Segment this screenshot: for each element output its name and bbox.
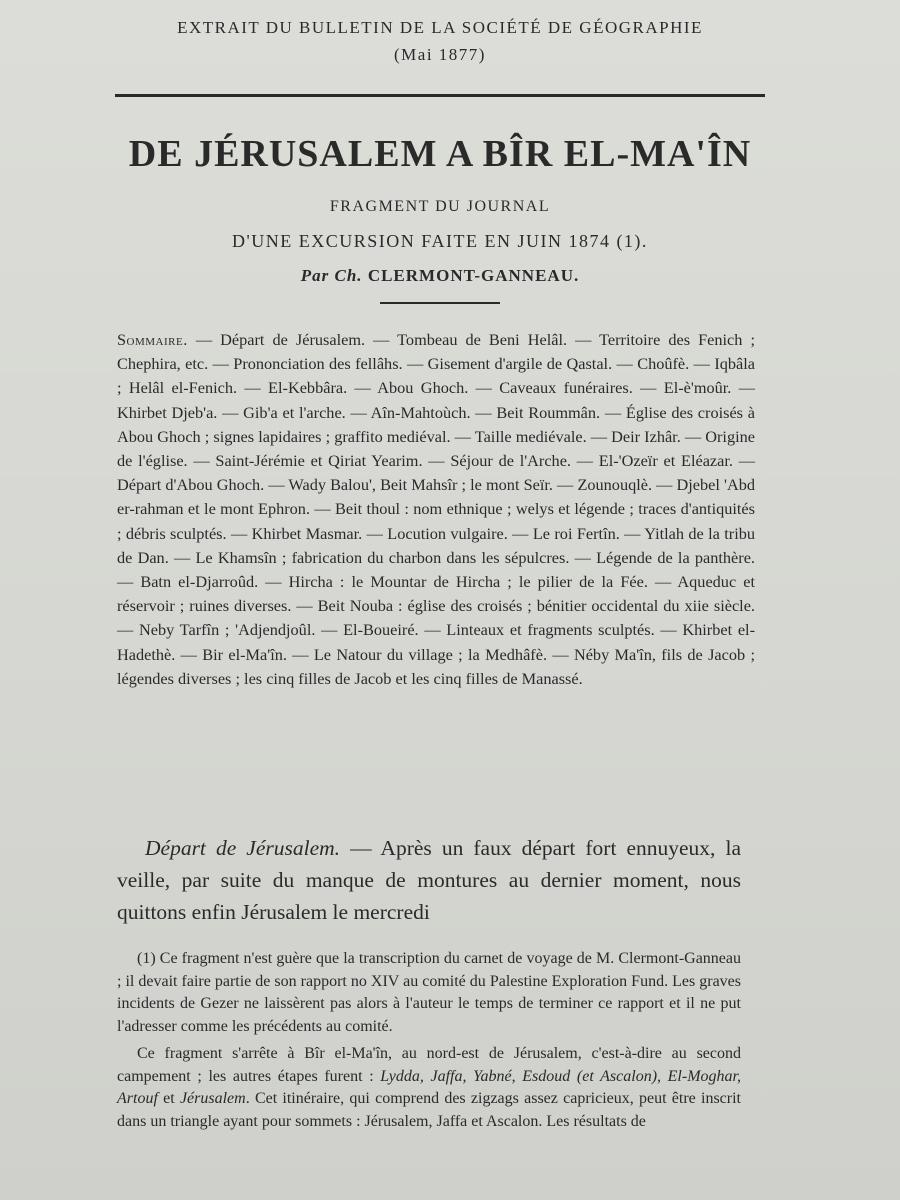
footnote-2-places: Lydda, Jaffa, Yabné, Esdoud (et Ascalon), El-Moghar, Artouf [117, 1067, 741, 1107]
summary-paragraph [117, 328, 755, 691]
summary-label: Sommaire. [117, 330, 188, 349]
journal-header-line1: EXTRAIT DU BULLETIN DE LA SOCIÉTÉ DE GÉOGRAPHIE [177, 18, 703, 37]
body-paragraph [117, 832, 741, 928]
footnote-1: (1) Ce fragment n'est guère que la transcription du carnet de voyage de M. Clermont-Ganneau ; il devait faire partie de son rapport no XIV au comité du Palestine Exploration Fund. Les graves incidents de Gezer ne laissèrent pas alors à l'auteur le temps de terminer ce rapport et il ne put l'adresser comme les précédents au comité. [117, 950, 741, 1035]
footnotes [117, 948, 741, 1138]
footnote-2-jerusalem: Jérusalem [179, 1090, 246, 1107]
footnote-2-part-a: Ce fragment s'arrête à Bîr el-Ma'în, au nord-est de Jérusalem, c'est-à-dire au second campement ; les autres étapes furent : [117, 1045, 741, 1085]
body-text: — Après un faux départ fort ennuyeux, la veille, par suite du manque de montures au dernier moment, nous quittons enfin Jérusalem le mercredi [117, 836, 741, 924]
footnote-2-et: et [157, 1090, 180, 1107]
journal-header [110, 14, 770, 68]
footnote-2 [117, 1043, 741, 1133]
byline [100, 266, 780, 286]
summary-text: — Départ de Jérusalem. — Tombeau de Beni Helâl. — Territoire des Fenich ; Chephira, etc. — Prononciation des fellâhs. — Gisement d'argile de Qastal. — Choûfè. — Iqbâla ; Helâl el-Fenich. — El-Kebbâra. — Abou Ghoch. — Caveaux funéraires. — El-è'moûr. — Khirbet Djeb'a. — Gib'a et l'arche. — Aîn-Mahtoùch. — Beit Roummân. — Église des croisés à Abou Ghoch ; signes lapidaires ; graffito mediéval. — Taille mediévale. — Deir Izhâr. — Origine de l'église. — Saint-Jérémie et Qiriat Yearim. — Séjour de l'Arche. — El-'Ozeïr et Eléazar. — Départ d'Abou Ghoch. — Wady Balou', Beit Mahsîr ; le mont Seïr. — Zounouqlè. — Djebel 'Abd er-rahman et le mont Ephron. — Beit thoul : nom ethnique ; welys et légende ; traces d'antiquités ; débris sculptés. — Khirbet Masmar. — Locution vulgaire. — Le roi Fertîn. — Yitlah de la tribu de Dan. — Le Khamsîn ; fabrication du charbon dans les sépulcres. — Légende de la panthère. — Batn el-Djarroûd. — Hircha : le Mountar de Hircha ; le pilier de la Fée. — Aqueduc et réservoir ; ruines diverses. — Beit Nouba : église des croisés ; bénitier occidental du xiie siècle. — Neby Tarfîn ; 'Adjendjoûl. — El-Boueiré. — Linteaux et fragments sculptés. — Khirbet el-Hadethè. — Bir el-Ma'în. — Le Natour du village ; la Medhâfè. — Néby Ma'în, fils de Jacob ; légendes diverses ; les cinq filles de Jacob et les cinq filles de Manassé. [117, 330, 755, 688]
byline-author: CLERMONT-GANNEAU. [367, 266, 580, 285]
title-rule [380, 302, 500, 304]
section-lead: Départ de Jérusalem. [145, 836, 341, 860]
article-subtitle [100, 190, 780, 258]
subtitle-line1: FRAGMENT DU JOURNAL [329, 198, 551, 215]
journal-header-date: (Mai 1877) [394, 45, 486, 64]
byline-par: Par Ch. [300, 266, 363, 285]
subtitle-line2: D'UNE EXCURSION FAITE EN JUIN 1874 (1). [232, 231, 648, 251]
footnote-2-part-b: . Cet itinéraire, qui comprend des zigzags assez capricieux, peut être inscrit dans un triangle ayant pour sommets : Jérusalem, Jaffa et Ascalon. Les résultats de [117, 1090, 741, 1130]
article-title: DE JÉRUSALEM A BÎR EL-MA'ÎN [128, 133, 752, 175]
header-rule [115, 94, 765, 97]
